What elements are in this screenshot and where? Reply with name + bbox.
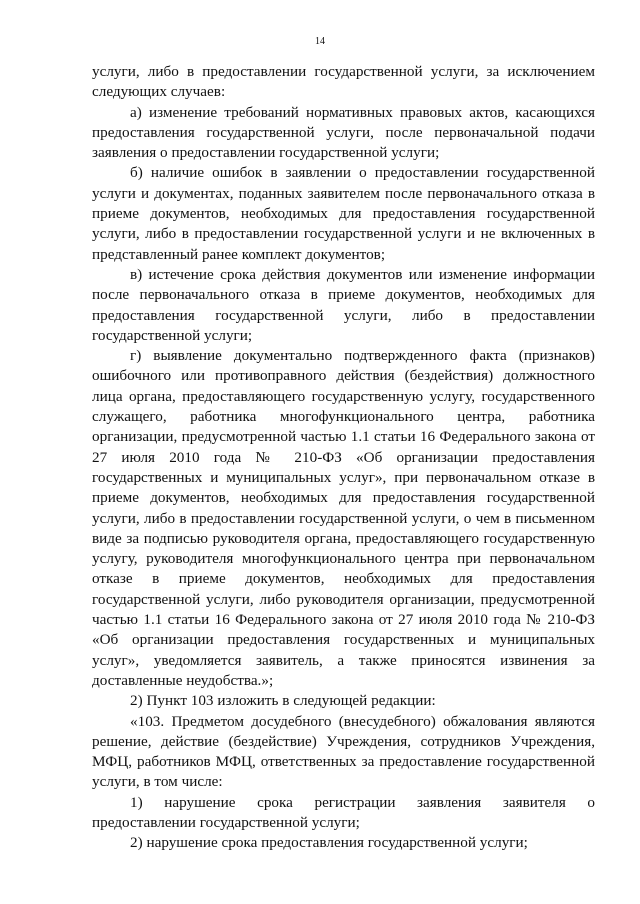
paragraph-item-v: в) истечение срока действия документов или изменение информации после первоначального отказа в приеме документов, необходимых для предоставления государственной услуги, либо в предоставлении государственной услуги;: [92, 265, 595, 344]
paragraph-subitem-1: 1) нарушение срока регистрации заявления заявителя о предоставлении государственной услуги;: [92, 793, 595, 831]
paragraph-point-103: «103. Предметом досудебного (внесудебного) обжалования являются решение, действие (бездействие) Учреждения, сотрудников Учреждения, МФЦ, работников МФЦ, ответственных за предоставление государственной услуги, в том числе:: [92, 712, 595, 791]
paragraph-item-g: г) выявление документально подтвержденного факта (признаков) ошибочного или противоправного действия (бездействия) должностного лица органа, предоставляющего государственную услугу, государственного служащего, работника многофункционального центра, работника организации, предусмотренной частью 1.1 статьи 16 Федерального закона от 27 июля 2010 года № 210-ФЗ «Об организации предоставления государственных и муниципальных услуг», при первоначальном отказе в приеме документов, необходимых для предоставления государственной услуги, либо в предоставлении государственной услуги, о чем в письменном виде за подписью руководителя органа, предоставляющего государственную услугу, руководителя многофункционального центра при первоначальном отказе в приеме документов, необходимых для предоставления государственной услуги, либо руководителя организации, предусмотренной частью 1.1 статьи 16 Федерального закона от 27 июля 2010 года № 210-ФЗ «Об организации предоставления государственных и муниципальных услуг», уведомляется заявитель, а также приносятся извинения за доставленные неудобства.»;: [92, 347, 595, 689]
paragraph-item-a: а) изменение требований нормативных правовых актов, касающихся предоставления государственной услуги, после первоначальной подачи заявления о предоставлении государственной услуги;: [92, 103, 595, 162]
paragraph-item-b: б) наличие ошибок в заявлении о предоставлении государственной услуги и документах, поданных заявителем после первоначального отказа в приеме документов, необходимых для предоставления государственной услуги, либо в предоставлении государственной услуги и не включенных в представленный ранее комплект документов;: [92, 164, 595, 263]
paragraph-continuation: услуги, либо в предоставлении государственной услуги, за исключением следующих случаев:: [92, 63, 595, 101]
page-number: 14: [315, 36, 325, 47]
paragraph-subitem-2: 2) нарушение срока предоставления государственной услуги;: [130, 834, 528, 852]
paragraph-point-2: 2) Пункт 103 изложить в следующей редакции:: [130, 692, 436, 710]
document-body: [92, 62, 595, 854]
